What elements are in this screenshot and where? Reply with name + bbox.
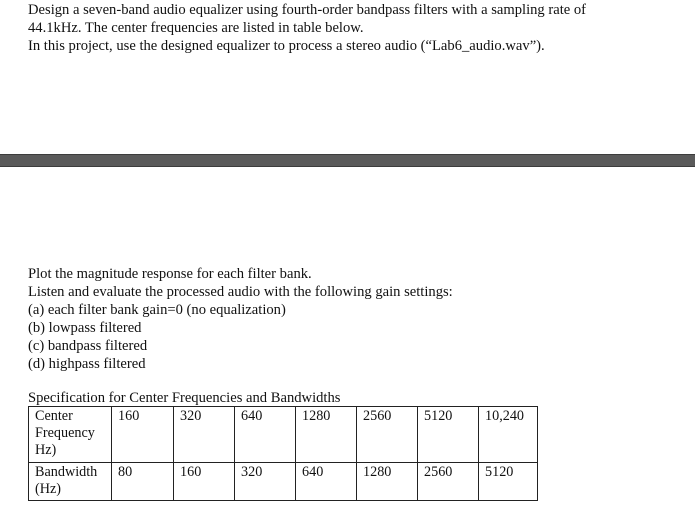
table-cell: 640 — [296, 463, 357, 501]
task-line: Listen and evaluate the processed audio with the following gain settings: — [28, 284, 453, 300]
spec-table — [28, 406, 538, 501]
intro-paragraph — [28, 1, 586, 55]
intro-line: 44.1kHz. The center frequencies are listed in table below. — [28, 20, 364, 36]
task-line: (d) highpass filtered — [28, 356, 146, 372]
table-caption: Specification for Center Frequencies and Bandwidths — [28, 390, 341, 406]
table-cell: 5120 — [418, 407, 479, 463]
table-cell: 1280 — [357, 463, 418, 501]
intro-line: In this project, use the designed equalizer to process a stereo audio (“Lab6_audio.wav”). — [28, 38, 545, 54]
table-cell: 80 — [112, 463, 174, 501]
label-line: Frequency — [35, 425, 95, 441]
table-cell: 320 — [174, 407, 235, 463]
label-line: Bandwidth — [35, 464, 98, 480]
label-line: Center — [35, 408, 73, 424]
table-cell: 5120 — [479, 463, 538, 501]
row-label-center-frequency — [29, 407, 112, 463]
task-list — [28, 265, 453, 373]
table-cell: 320 — [235, 463, 296, 501]
task-line: Plot the magnitude response for each filter bank. — [28, 266, 312, 282]
table-cell: 1280 — [296, 407, 357, 463]
section-divider — [0, 154, 695, 167]
table-cell: 160 — [174, 463, 235, 501]
table-row — [29, 407, 538, 463]
row-label-bandwidth — [29, 463, 112, 501]
table-cell: 10,240 — [479, 407, 538, 463]
table-cell: 640 — [235, 407, 296, 463]
table-cell: 2560 — [357, 407, 418, 463]
label-line: (Hz) — [35, 481, 61, 497]
task-line: (c) bandpass filtered — [28, 338, 148, 354]
intro-line: Design a seven-band audio equalizer using fourth-order bandpass filters with a sampling rate of — [28, 2, 587, 18]
table-cell: 160 — [112, 407, 174, 463]
task-line: (a) each filter bank gain=0 (no equalization) — [28, 302, 286, 318]
task-line: (b) lowpass filtered — [28, 320, 142, 336]
table-cell: 2560 — [418, 463, 479, 501]
table-row — [29, 463, 538, 501]
label-line: Hz) — [35, 442, 57, 458]
